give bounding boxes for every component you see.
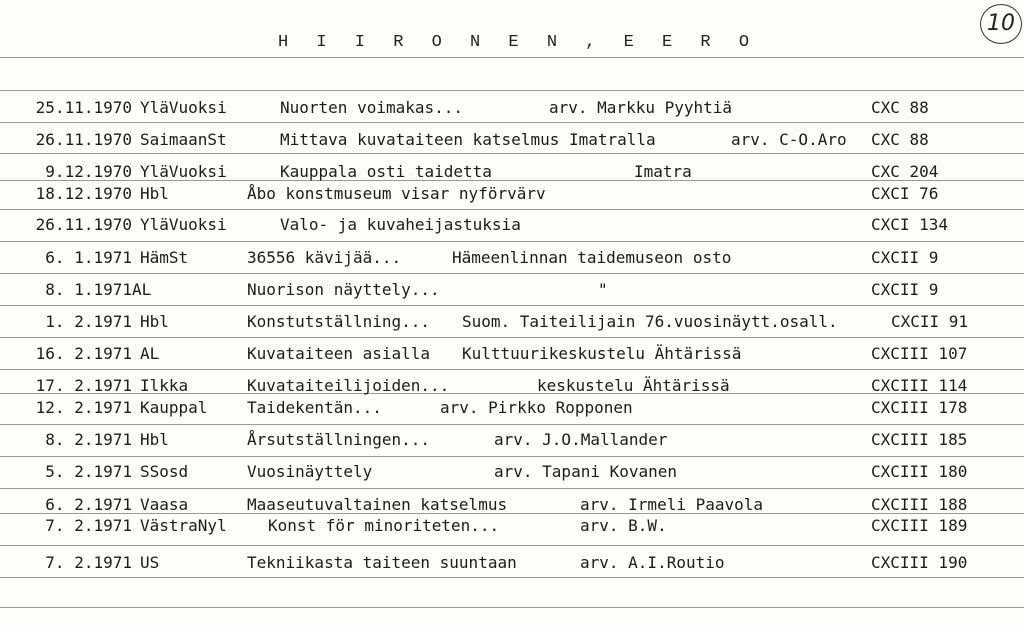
entry-title: Kuvataiteen asialla <box>247 344 431 363</box>
entry-reference: CXCI 76 <box>871 184 939 203</box>
entry-title: Kauppala osti taidetta <box>280 162 492 181</box>
entry-source: Hbl <box>140 312 169 331</box>
entry-note: arv. Irmeli Paavola <box>580 495 764 514</box>
rule-line <box>0 153 1024 154</box>
entry-note: Imatra <box>634 162 692 181</box>
entry-reference: CXCIII 185 <box>871 430 968 449</box>
entry-note: Suom. Taiteilijain 76.vuosinäytt.osall. <box>462 312 838 331</box>
rule-line <box>0 57 1024 58</box>
entry-date: 26.11.1970 <box>35 130 132 149</box>
entry-reference: CXCII 9 <box>871 280 939 299</box>
entry-reference: CXCI 134 <box>871 215 949 234</box>
entry-reference: CXCIII 178 <box>871 398 968 417</box>
entry-source: VästraNyl <box>140 516 227 535</box>
entry-title: Årsutställningen... <box>247 430 431 449</box>
rule-line <box>0 241 1024 242</box>
rule-line <box>0 122 1024 123</box>
clipping-entry <box>0 129 1024 151</box>
entry-title: Vuosinäyttely <box>247 462 373 481</box>
entry-title: Taidekentän... <box>247 398 382 417</box>
entry-date: 8. 2.1971 <box>45 430 132 449</box>
entry-source: YläVuoksi <box>140 215 227 234</box>
entry-source: YläVuoksi <box>140 162 227 181</box>
card-header-name: H I I R O N E N , E E R O <box>278 33 759 52</box>
entry-note: arv. B.W. <box>580 516 667 535</box>
entry-title: Maaseutuvaltainen katselmus <box>247 495 508 514</box>
entry-source: US <box>140 553 160 572</box>
entry-source: YläVuoksi <box>140 98 227 117</box>
rule-line <box>0 424 1024 425</box>
rule-line <box>0 90 1024 91</box>
clipping-entry <box>0 247 1024 269</box>
entry-date: 25.11.1970 <box>35 98 132 117</box>
entry-reference: CXCII 91 <box>891 312 969 331</box>
clipping-entry <box>0 161 1024 183</box>
entry-date: 7. 2.1971 <box>45 516 132 535</box>
entry-source: HämSt <box>140 248 189 267</box>
entry-source: Vaasa <box>140 495 189 514</box>
entry-title: Nuorison näyttely... <box>247 280 440 299</box>
entry-date: 6. 2.1971 <box>45 495 132 514</box>
entry-reference: CXCIII 188 <box>871 495 968 514</box>
clipping-entry <box>0 397 1024 419</box>
entry-source: Hbl <box>140 430 169 449</box>
clipping-entry <box>0 375 1024 397</box>
entry-note: arv. J.O.Mallander <box>494 430 668 449</box>
entry-reference: CXCIII 189 <box>871 516 968 535</box>
entry-source: SSosd <box>140 462 189 481</box>
entry-reference: CXC 88 <box>871 130 929 149</box>
entry-note: arv. Tapani Kovanen <box>494 462 678 481</box>
clipping-entry <box>0 97 1024 119</box>
entry-source: Hbl <box>140 184 169 203</box>
entry-title: Valo- ja kuvaheijastuksia <box>280 215 521 234</box>
entry-title: Nuorten voimakas... <box>280 98 464 117</box>
entry-note: arv. Markku Pyyhtiä <box>549 98 733 117</box>
clipping-entry <box>0 494 1024 516</box>
clipping-entry <box>0 343 1024 365</box>
entry-source: Kauppal <box>140 398 208 417</box>
clipping-entry <box>0 279 1024 301</box>
ditto-mark: " <box>598 280 608 299</box>
entry-date: 12. 2.1971 <box>35 398 132 417</box>
entry-date: 18.12.1970 <box>35 184 132 203</box>
entry-title: Kuvataiteilijoiden... <box>247 376 450 395</box>
entry-note: Kulttuurikeskustelu Ähtärissä <box>462 344 742 363</box>
rule-line <box>0 577 1024 578</box>
entry-reference: CXCIII 190 <box>871 553 968 572</box>
rule-line <box>0 273 1024 274</box>
entry-reference: CXCIII 107 <box>871 344 968 363</box>
entry-date: 17. 2.1971 <box>35 376 132 395</box>
rule-line <box>0 545 1024 546</box>
rule-line <box>0 305 1024 306</box>
entry-reference: CXC 88 <box>871 98 929 117</box>
entry-date: 7. 2.1971 <box>45 553 132 572</box>
clipping-entry <box>0 515 1024 537</box>
entry-date: 5. 2.1971 <box>45 462 132 481</box>
clipping-entry <box>0 552 1024 574</box>
clipping-entry <box>0 429 1024 451</box>
clipping-entry <box>0 311 1024 333</box>
entry-title: Tekniikasta taiteen suuntaan <box>247 553 517 572</box>
entry-title: Konstutställning... <box>247 312 431 331</box>
entry-title: 36556 kävijää... <box>247 248 402 267</box>
entry-note: arv. Pirkko Ropponen <box>440 398 633 417</box>
clipping-entry <box>0 183 1024 205</box>
entry-reference: CXCII 9 <box>871 248 939 267</box>
entry-source: AL <box>132 280 152 299</box>
entry-source: Ilkka <box>140 376 189 395</box>
entry-source: SaimaanSt <box>140 130 227 149</box>
entry-note: Hämeenlinnan taidemuseon osto <box>452 248 732 267</box>
entry-reference: CXCIII 114 <box>871 376 968 395</box>
entry-reference: CXC 204 <box>871 162 939 181</box>
card-number: 10 <box>980 4 1022 44</box>
entry-title: Åbo konstmuseum visar nyförvärv <box>247 184 546 203</box>
entry-note: arv. A.I.Routio <box>580 553 725 572</box>
rule-line <box>0 456 1024 457</box>
entry-reference: CXCIII 180 <box>871 462 968 481</box>
rule-line <box>0 607 1024 608</box>
clipping-entry <box>0 461 1024 483</box>
entry-date: 16. 2.1971 <box>35 344 132 363</box>
rule-line <box>0 209 1024 210</box>
entry-title: Konst för minoriteten... <box>268 516 500 535</box>
entry-title: Mittava kuvataiteen katselmus Imatralla <box>280 130 656 149</box>
entry-date: 8. 1.1971 <box>45 280 132 299</box>
entry-source: AL <box>140 344 160 363</box>
rule-line <box>0 337 1024 338</box>
entry-note: keskustelu Ähtärissä <box>537 376 730 395</box>
clipping-entry <box>0 214 1024 236</box>
entry-date: 6. 1.1971 <box>45 248 132 267</box>
entry-date: 1. 2.1971 <box>45 312 132 331</box>
rule-line <box>0 369 1024 370</box>
rule-line <box>0 488 1024 489</box>
entry-note: arv. C-O.Aro <box>731 130 847 149</box>
entry-date: 9.12.1970 <box>45 162 132 181</box>
entry-date: 26.11.1970 <box>35 215 132 234</box>
